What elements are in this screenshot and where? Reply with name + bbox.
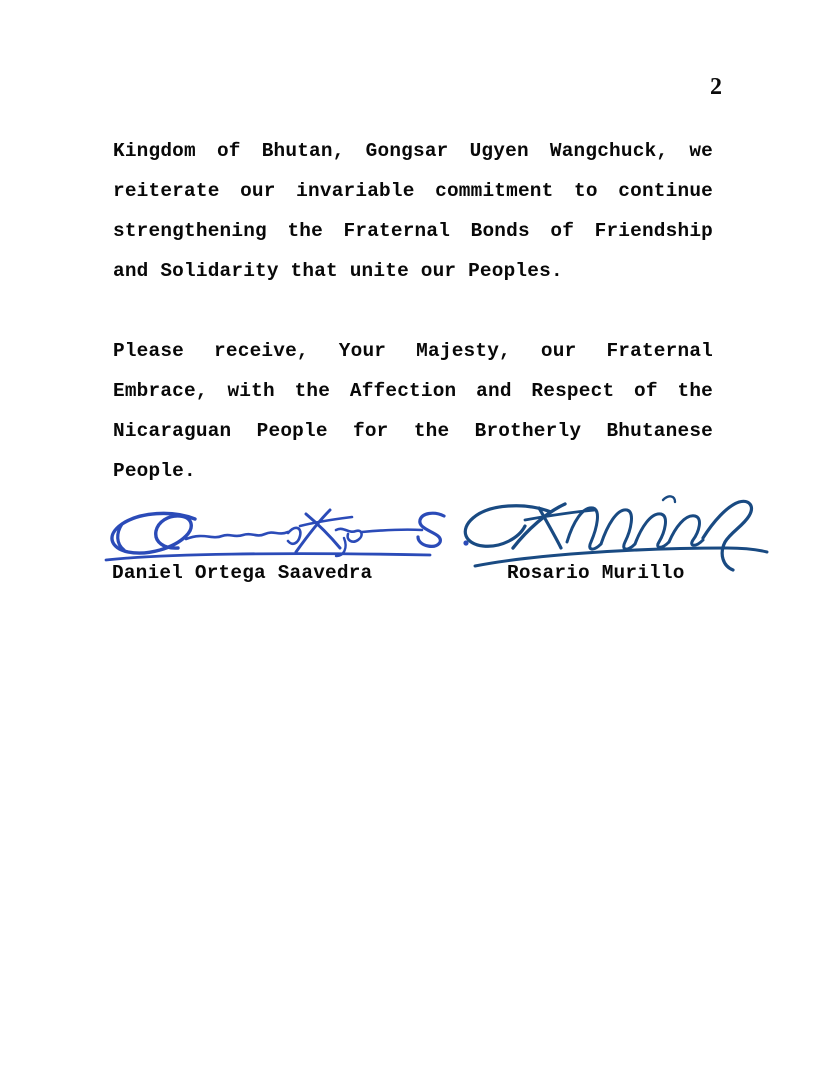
paragraph-1 [113,131,713,291]
signature-slot-daniel-ortega [100,486,460,596]
paragraph-2-line-2: Embrace, with the Affection and Respect of the [113,380,713,402]
page-number: 2 [710,74,722,100]
signature-name-rosario-murillo: Rosario Murillo [507,562,685,584]
paragraph-2-line-1: Please receive, Your Majesty, our Fraternal [113,340,713,362]
paragraph-2 [113,331,713,491]
paragraph-1-line-1: Kingdom of Bhutan, Gongsar Ugyen Wangchuck, we [113,140,713,162]
paragraph-1-line-2: reiterate our invariable commitment to continue [113,180,713,202]
signature-block [0,486,825,596]
signature-slot-rosario-murillo [455,486,785,596]
paragraph-1-line-3: strengthening the Fraternal Bonds of Friendship [113,220,713,242]
paragraph-2-line-4: People. [113,460,196,482]
paragraph-1-line-4: and Solidarity that unite our Peoples. [113,260,563,282]
signature-name-daniel-ortega: Daniel Ortega Saavedra [112,562,373,584]
document-body [113,131,713,491]
paragraph-2-line-3: Nicaraguan People for the Brotherly Bhutanese [113,420,713,442]
